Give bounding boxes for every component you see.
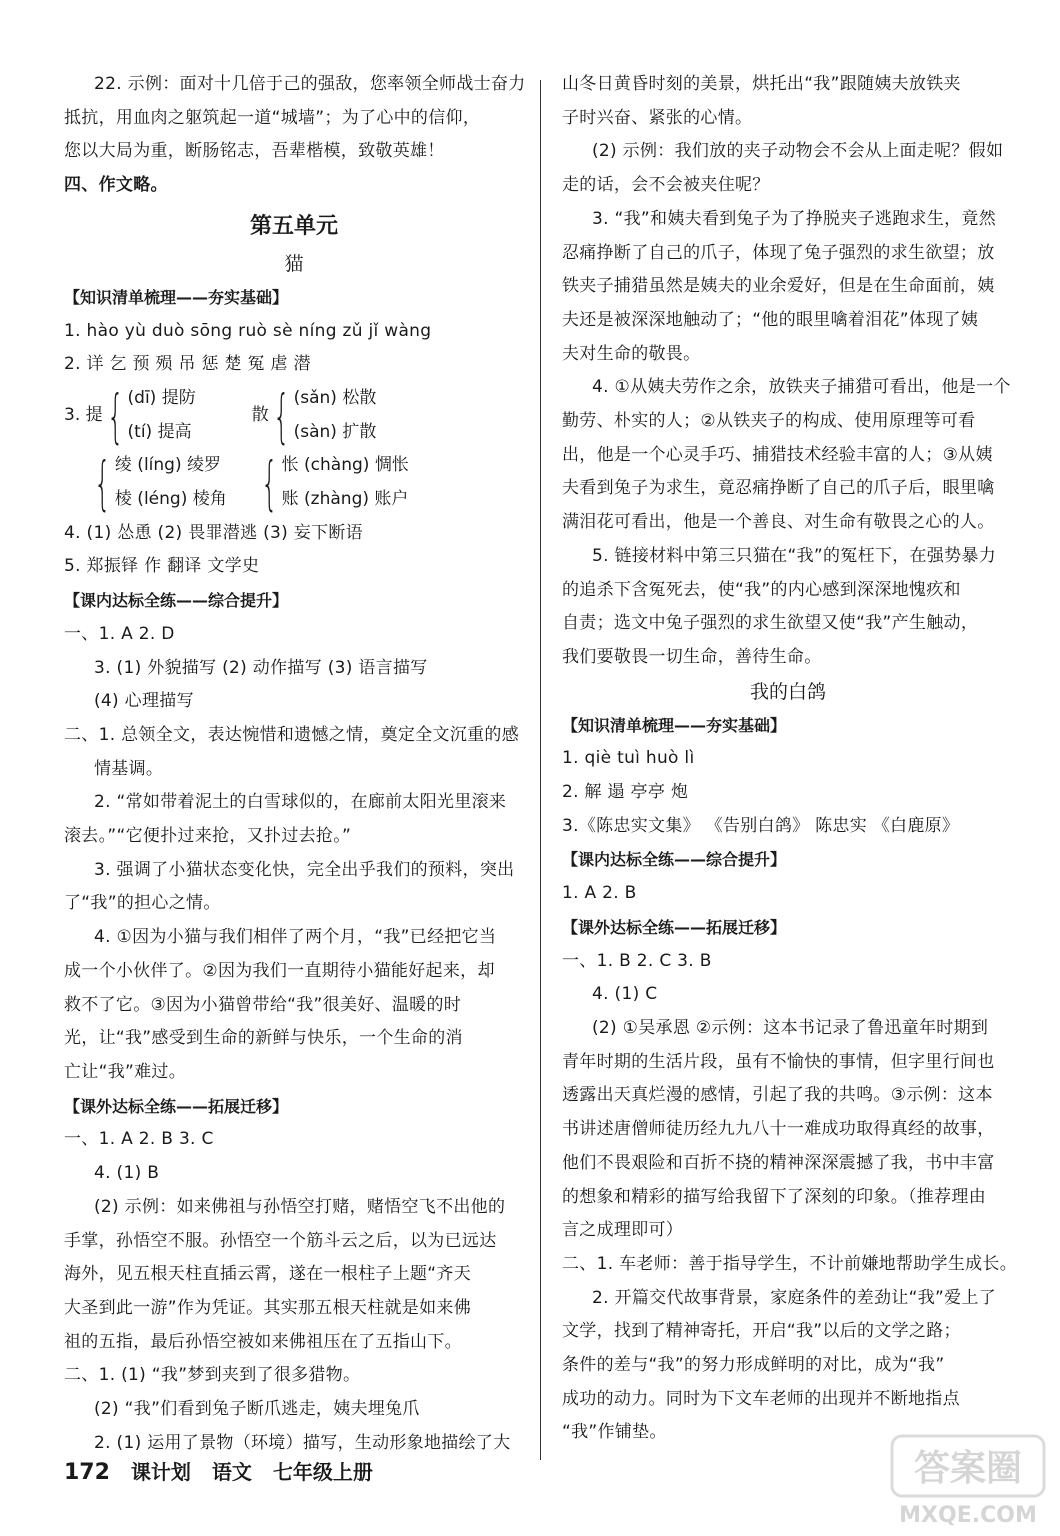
brace-glyph: { [94,449,111,518]
dove-outclass-4: 青年时期的生活片段，虽有不愉快的事情，但字里行间也 [562,1051,995,1072]
dove-outclass-13: 条件的差与“我”的努力形成鲜明的对比，成为“我” [562,1355,945,1376]
watermark-bottom-text: MXQE.COM [899,1503,1037,1528]
dove-outclass-1: 一、1. B 2. C 3. B [562,950,712,971]
outclass-9: (2) “我”们看到兔子断爪逃走，姨夫埋兔爪 [94,1399,420,1420]
outclass-3: (2) 示例：如来佛祖与孙悟空打赌，赌悟空飞不出他的 [94,1196,506,1217]
right-line-1: 山冬日黄昏时刻的美景，烘托出“我”跟随姨夫放铁夹 [562,74,961,94]
right-column [562,68,1018,1450]
outclass-6: 大圣到此一游”作为凭证。其实那五根天柱就是如来佛 [64,1297,472,1318]
inclass-13: 光，让“我”感受到生命的新鲜与快乐，一个生命的消 [64,1028,463,1049]
dove-outclass-15: “我”作铺垫。 [562,1422,667,1443]
outclass-7: 祖的五指，最后孙悟空被如来佛祖压在了五指山下。 [64,1331,462,1352]
knowledge-5: 5. 郑振铎 作 翻译 文学史 [64,556,260,577]
inclass-1: 一、1. A 2. D [64,623,175,644]
left-column [64,68,524,1460]
outclass-5: 海外，见五根天柱直插云霄，遂在一根柱子上题“齐天 [64,1264,472,1285]
inclass-6: 2. “常如带着泥土的白雪球似的，在廊前太阳光里滚来 [94,792,507,813]
lesson-title-cat: 猫 [284,252,304,275]
section-knowledge: 【知识清单梳理——夯实基础】 [64,287,289,307]
dove-knowledge-3: 3.《陈忠实文集》 《告别白鸽》 陈忠实 《白鹿原》 [562,815,960,836]
right-line-18: 我们要敬畏一切生命，善待生命。 [562,646,822,667]
section-inclass-2: 【课内达标全练——综合提升】 [562,850,787,870]
footer-grade: 七年级上册 [272,1460,373,1484]
inclass-14: 亡让“我”难过。 [64,1061,187,1082]
right-line-9: 夫对生命的敬畏。 [562,343,701,364]
right-line-8: 夫还是被深深地触动了；“他的眼里噙着泪花”体现了姨 [562,309,979,330]
inclass-5: 情基调。 [94,758,164,779]
right-line-13: 夫看到兔子为求生，竟忍痛挣断了自己的爪子后，眼里噙 [562,478,995,499]
watermark-logo [888,1430,1048,1530]
outclass-10: 2. (1) 运用了景物（环境）描写，生动形象地描绘了大 [94,1432,511,1453]
right-line-10: 4. ①从姨夫劳作之余，放铁夹子捕猎可看出，他是一个 [592,377,1011,398]
inclass-2: 3. (1) 外貌描写 (2) 动作描写 (3) 语言描写 [94,657,428,678]
dove-outclass-2: 4. (1) C [592,984,658,1005]
brace-glyph: { [106,381,124,450]
page-footer [64,1456,387,1485]
dove-outclass-14: 成功的动力。同时为下文车老师的出现并不断地指点 [562,1388,960,1409]
dove-outclass-6: 书讲述唐僧师徒历经九九八十一难成功取得真经的故事， [562,1119,995,1140]
dove-outclass-3: (2) ①吴承恩 ②示例：这本书记录了鲁迅童年时期到 [592,1017,989,1038]
section-four: 四、作文略。 [64,175,168,196]
section-outclass: 【课外达标全练——拓展迁移】 [64,1096,289,1116]
inclass-10: 4. ①因为小猫与我们相伴了两个月，“我”已经把它当 [94,927,497,948]
watermark-top-text: 答案圈 [913,1448,1023,1489]
footer-brand: 课计划 [130,1460,191,1484]
right-line-3: (2) 示例：我们放的夹子动物会不会从上面走呢？假如 [592,141,1004,162]
dove-inclass-1: 1. A 2. B [562,883,637,904]
outclass-8: 二、1. (1) “我”梦到夹到了很多猎物。 [64,1365,361,1386]
inclass-4: 二、1. 总领全文，表达惋惜和遗憾之情，奠定全文沉重的感 [64,724,520,745]
dove-outclass-8: 的想象和精彩的描写给我留下了深刻的印象。（推荐理由 [562,1186,986,1207]
section-outclass-2: 【课外达标全练——拓展迁移】 [562,917,787,937]
answer-22-line1: 22. 示例：面对十几倍于己的强敌，您率领全师战士奋力 [94,74,526,94]
right-line-7: 铁夹子捕猎虽然是姨夫的业余爱好，但是在生命面前，姨 [562,276,995,297]
inclass-11: 成一个小伙伴了。②因为我们一直期待小猫能好起来，却 [64,960,495,981]
dove-outclass-7: 他们不畏艰险和百折不挠的精神深深震撼了我，书中丰富 [562,1152,995,1173]
right-line-2: 子时兴奋、紧张的心情。 [562,107,753,128]
right-line-16: 的追杀下含冤死去，使“我”的内心感到深深地愧疚和 [562,579,961,600]
answer-22-line3: 您以大局为重，断肠铭志，吾辈楷模，致敬英雄！ [64,141,445,162]
k3-ti-2: (tí) 提高 [127,421,192,442]
inclass-7: 滚去。”“它便扑过来抢，又扑过去抢。” [64,826,352,847]
column-divider [540,80,541,1460]
dove-outclass-11: 2. 开篇交代故事背景，家庭条件的差劲让“我”爱上了 [592,1287,997,1308]
knowledge-2: 2. 详 乞 预 殒 吊 惩 楚 冤 虐 潜 [64,354,311,375]
k3-san-label: 散 [251,404,269,425]
dove-knowledge-2: 2. 解 遢 亭亭 炮 [562,782,689,803]
right-line-14: 满泪花可看出，他是一个善良、对生命有敬畏之心的人。 [562,512,995,533]
right-line-5: 3. “我”和姨夫看到兔子为了挣脱夹子逃跑求生，竟然 [592,208,997,229]
knowledge-3-similar-chars [64,449,524,516]
knowledge-1: 1. hào yù duò sōng ruò sè níng zǔ jǐ wàng [64,320,432,341]
section-inclass: 【课内达标全练——综合提升】 [64,591,289,611]
section-knowledge-2: 【知识清单梳理——夯实基础】 [562,715,787,735]
footer-subject: 语文 [211,1460,252,1484]
k3-chang-2: 账 (zhàng) 账户 [281,489,409,510]
dove-outclass-12: 文学，找到了精神寄托，开启“我”以后的文学之路； [562,1321,961,1342]
knowledge-3-polyphones [64,382,524,449]
inclass-8: 3. 强调了小猫状态变化快，完全出乎我们的预料，突出 [94,859,515,880]
lesson-title-dove: 我的白鸽 [749,680,826,703]
k3-chang-1: 怅 (chàng) 惆怅 [281,455,409,476]
dove-outclass-10: 二、1. 车老师：善于指导学生，不计前嫌地帮助学生成长。 [562,1253,1018,1274]
right-line-12: 出，他是一个心灵手巧、捕猎技术经验丰富的人；③从姨 [562,444,993,465]
page-number: 172 [64,1460,110,1485]
inclass-12: 救不了它。③因为小猫曾带给“我”很美好、温暖的时 [64,994,462,1015]
inclass-9: 了“我”的担心之情。 [64,893,221,914]
dove-outclass-5: 透露出天真烂漫的感情，引起了我的共鸣。③示例：这本 [562,1085,993,1106]
dove-outclass-9: 言之成理即可） [562,1220,684,1241]
right-line-6: 忍痛挣断了自己的爪子，体现了兔子强烈的求生欲望；放 [562,242,995,263]
k3-ling-2: 棱 (léng) 棱角 [114,489,227,510]
outclass-4: 手掌，孙悟空不服。孙悟空一个筋斗云之后，以为已远达 [64,1230,497,1251]
dove-knowledge-1: 1. qiè tuì huò lì [562,748,695,769]
outclass-2: 4. (1) B [94,1163,160,1184]
k3-ti-1: (dī) 提防 [127,387,196,408]
right-line-17: 自责；选文中兔子强烈的求生欲望又使“我”产生触动， [562,613,979,634]
k3-label: 3. 提 [64,404,103,425]
k3-san-2: (sàn) 扩散 [293,421,377,442]
knowledge-4: 4. (1) 怂恿 (2) 畏罪潜逃 (3) 妄下断语 [64,522,363,543]
answer-22-line2: 抵抗，用血肉之躯筑起一道“城墙”；为了心中的信仰， [64,107,481,128]
k3-ling-1: 绫 (líng) 绫罗 [114,455,221,476]
right-line-11: 勤劳、朴实的人；②从铁夹子的构成、使用原理等可看 [562,411,976,432]
outclass-1: 一、1. A 2. B 3. C [64,1129,214,1150]
k3-san-1: (sǎn) 松散 [293,387,377,408]
unit-heading: 第五单元 [249,213,338,239]
inclass-3: (4) 心理描写 [94,691,194,712]
brace-glyph: { [272,381,290,450]
right-line-15: 5. 链接材料中第三只猫在“我”的冤枉下，在强势暴力 [592,545,997,566]
brace-glyph: { [260,449,278,518]
right-line-4: 走的话，会不会被夹住呢？ [562,175,770,196]
